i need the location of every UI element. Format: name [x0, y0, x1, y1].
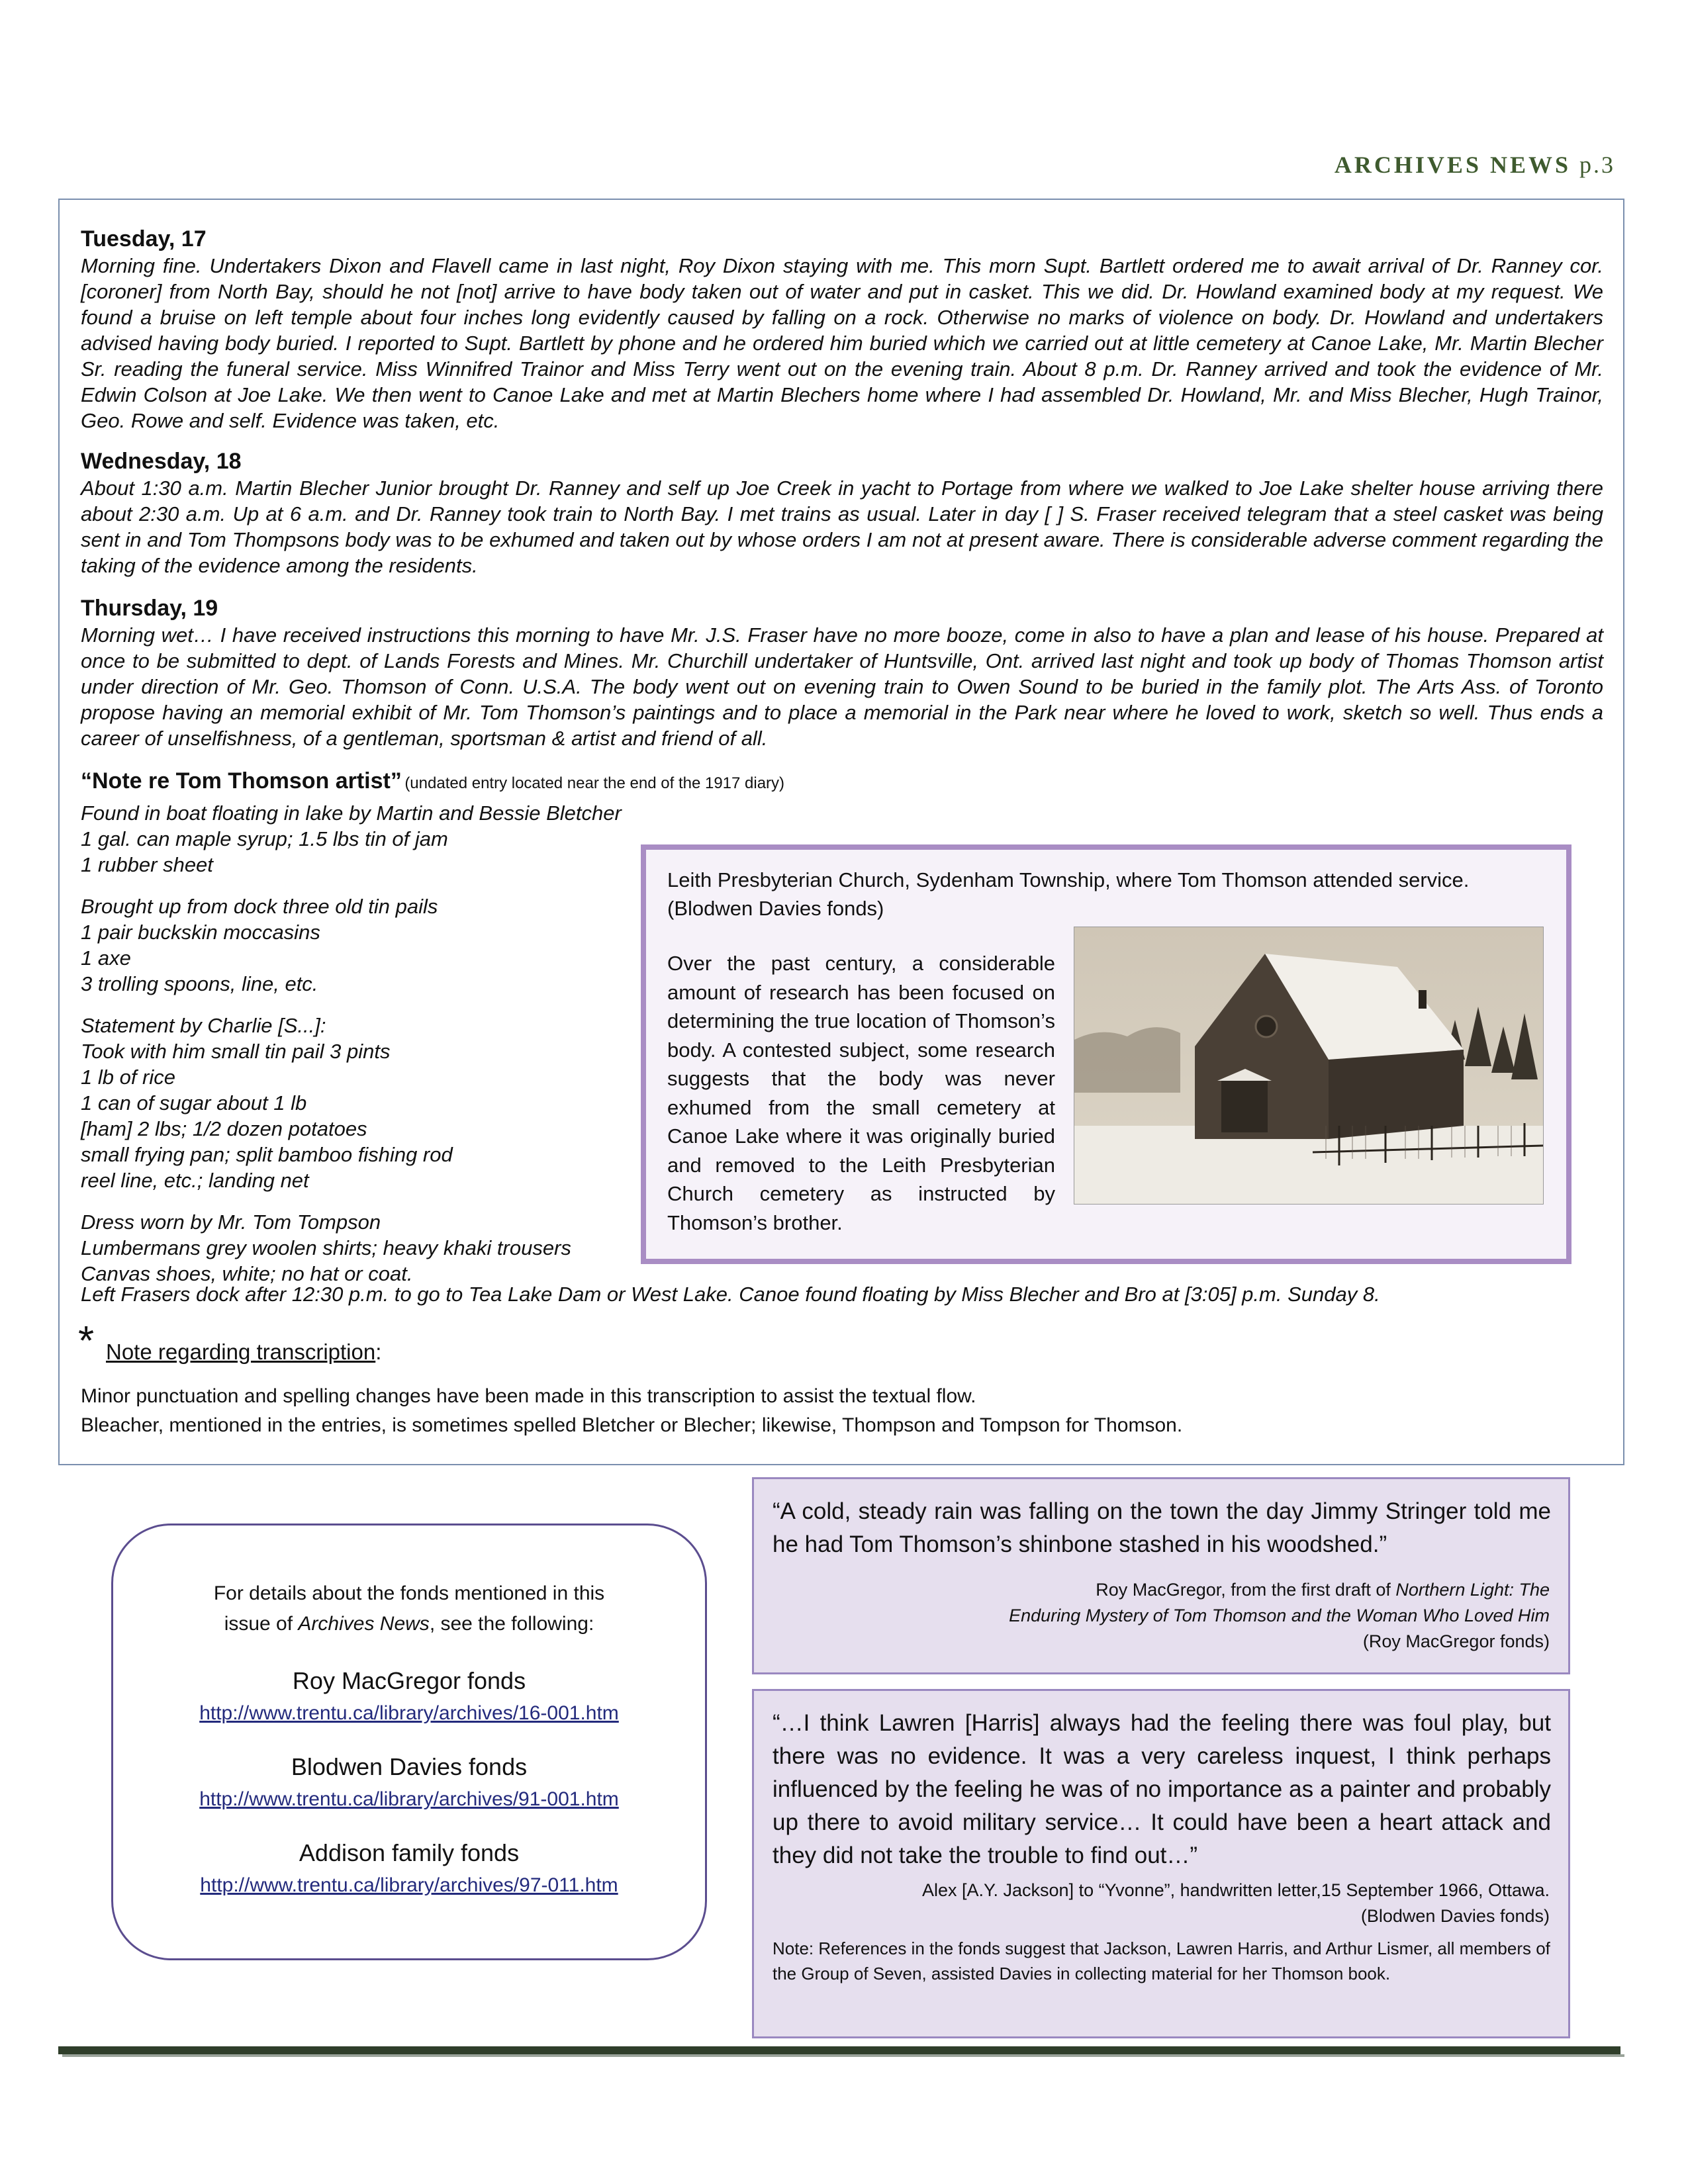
fonds-name: Addison family fonds	[299, 1839, 520, 1866]
list-item: 1 axe	[81, 946, 131, 970]
footer-rule	[58, 2046, 1620, 2054]
list-item: [ham] 2 lbs; 1/2 dozen potatoes	[81, 1117, 367, 1140]
diary-entry-wednesday	[81, 447, 1603, 578]
fonds-name: Roy MacGregor fonds	[292, 1667, 526, 1694]
list-item: 1 gal. can maple syrup; 1.5 lbs tin of jam	[81, 827, 448, 850]
quote-note: Note: References in the fonds suggest that Jackson, Lawren Harris, and Arthur Lismer, all members of the Group of Seven, assisted Davies in collecting material for her Thomson book.	[773, 1938, 1550, 1983]
transcription-note-line: Bleacher, mentioned in the entries, is sometimes spelled Bletcher or Blecher; likewise, Thompson and Tompson for Thomson.	[81, 1414, 1183, 1436]
note-subtitle: (undated entry located near the end of the 1917 diary)	[404, 774, 785, 792]
entry-text: About 1:30 a.m. Martin Blecher Junior brought Dr. Ranney and self up Joe Creek in yacht to Portage from where we walked to Joe Lake shelter house arriving there about 2:30 a.m. Up at 6 a.m. and Dr. Ranney took train to North Bay. I met trains as usual. Later in day [ ] S. Fraser received telegram that a steel casket was being sent in and Tom Thompsons body was to be exhumed and taken out by whose orders I am not at present aware. There is considerable adverse comment regarding the taking of the evidence among the residents.	[81, 477, 1603, 577]
fonds-link[interactable]: http://www.trentu.ca/library/archives/91-001.htm	[199, 1788, 619, 1810]
church-photo	[1074, 927, 1544, 1205]
newsletter-title: ARCHIVES NEWS	[1334, 152, 1571, 178]
list-item: 1 pair buckskin moccasins	[81, 921, 320, 944]
fonds-link[interactable]: http://www.trentu.ca/library/archives/97-011.htm	[200, 1874, 618, 1896]
quote-attribution: Alex [A.Y. Jackson] to “Yvonne”, handwritten letter,15 September 1966, Ottawa. (Blodwen Davies fonds)	[921, 1880, 1550, 1926]
entry-day-heading: Thursday, 19	[81, 596, 218, 621]
fonds-intro: For details about the fonds mentioned in this issue of Archives News, see the following:	[213, 1582, 605, 1635]
list-item: Lumbermans grey woolen shirts; heavy khaki trousers	[81, 1236, 571, 1259]
list-item: Statement by Charlie [S...]:	[81, 1014, 326, 1037]
transcription-note-line: Minor punctuation and spelling changes have been made in this transcription to assist the textual flow.	[81, 1385, 976, 1407]
list-item: 1 rubber sheet	[81, 853, 213, 876]
entry-day-heading: Wednesday, 18	[81, 449, 242, 474]
transcription-note-body	[81, 1382, 1603, 1440]
list-item: Found in boat floating in lake by Martin and Bessie Bletcher	[81, 801, 622, 825]
fonds-name: Blodwen Davies fonds	[291, 1753, 528, 1780]
list-item: reel line, etc.; landing net	[81, 1169, 309, 1192]
quote-text: “…I think Lawren [Harris] always had the feeling there was foul play, but there was no evidence. It was a very careless inquest, I think perhaps influenced by the feeling he was of no importance as a painter and probably up there to avoid military service… It could have been a heart attack and they did not take the trouble to find out…”	[773, 1710, 1551, 1868]
list-item: small frying pan; split bamboo fishing rod	[81, 1143, 453, 1166]
list-item: Brought up from dock three old tin pails	[81, 895, 438, 918]
list-item: Dress worn by Mr. Tom Tompson	[81, 1210, 381, 1234]
list-item: Canvas shoes, white; no hat or coat.	[81, 1262, 413, 1285]
list-item: 1 lb of rice	[81, 1066, 176, 1089]
fonds-link[interactable]: http://www.trentu.ca/library/archives/16-001.htm	[199, 1702, 619, 1724]
photo-sidebar-text: Over the past century, a considerable amount of research has been focused on determining the true location of Thomson’s body. A contested subject, some research suggests that the body was never exhumed from the small cemetery at Canoe Lake where it was originally buried and removed to the Leith Presbyterian Church cemetery as instructed by Thomson’s brother.	[667, 952, 1055, 1234]
list-item: 1 can of sugar about 1 lb	[81, 1091, 307, 1115]
transcription-note-title: Note regarding transcription	[106, 1340, 376, 1364]
note-title: “Note re Tom Thomson artist”	[81, 768, 402, 794]
page-number: p.3	[1579, 152, 1615, 178]
fonds-info-box	[111, 1524, 707, 1960]
quote-text: “A cold, steady rain was falling on the town the day Jimmy Stringer told me he had Tom Thomson’s shinbone stashed in his woodshed.”	[773, 1498, 1551, 1557]
entry-text: Morning fine. Undertakers Dixon and Flavell came in last night, Roy Dixon staying with me. This morn Supt. Bartlett ordered me to await arrival of Dr. Ranney cor. [coroner] from North Bay, should he not [not] arrive to have body taken out of water and put in casket. This we did. Dr. Howland examined body at my request. We found a bruise on left temple about four inches long evidently caused by falling on a rock. Otherwise no marks of violence on body. Dr. Howland and undertakers advised having body buried. I reported to Supt. Bartlett by phone and he ordered him buried which we carried out at little cemetery at Canoe Lake, Mr. Martin Blecher Sr. reading the funeral service. Miss Winnifred Trainor and Miss Terry went out on the evening train. About 8 p.m. Dr. Ranney arrived and took the evidence of Mr. Edwin Colson at Joe Lake. We then went to Canoe Lake and met at Martin Blechers home where I had assembled Dr. Howland, Mr. and Miss Blecher, Hugh Trainor, Geo. Rowe and self. Evidence was taken, etc.	[81, 254, 1603, 432]
diary-entry-thursday	[81, 594, 1603, 751]
newsletter-header	[1335, 151, 1615, 179]
photo-caption: Leith Presbyterian Church, Sydenham Township, where Tom Thomson attended service. (Blodwen Davies fonds)	[667, 868, 1470, 920]
quote-attribution: Roy MacGregor, from the first draft of Northern Light: The Enduring Mystery of Tom Thomson and the Woman Who Loved Him (Roy MacGregor fonds)	[1009, 1580, 1550, 1651]
note-closing-line: Left Frasers dock after 12:30 p.m. to go to Tea Lake Dam or West Lake. Canoe found floating by Miss Blecher and Bro at [3:05] p.m. Sunday 8.	[81, 1283, 1380, 1306]
quote-box-jackson	[752, 1689, 1570, 2038]
footer-rule-shadow	[62, 2054, 1624, 2057]
entry-day-heading: Tuesday, 17	[81, 226, 207, 251]
asterisk-icon: *	[78, 1318, 95, 1364]
transcription-note-heading: Note regarding transcription:	[106, 1340, 382, 1364]
diary-entry-tuesday	[81, 225, 1603, 433]
list-item: 3 trolling spoons, line, etc.	[81, 972, 318, 995]
quote-box-macgregor	[752, 1477, 1570, 1674]
list-item: Took with him small tin pail 3 pints	[81, 1040, 391, 1063]
entry-text: Morning wet… I have received instructions this morning to have Mr. J.S. Fraser have no more booze, come in also to have a plan and lease of his house. Prepared at once to be submitted to dept. of Lands Forests and Mines. Mr. Churchill undertaker of Huntsville, Ont. arrived last night and took up body of Thomas Thomson artist under direction of Mr. Geo. Thomson of Conn. U.S.A. The body went out on evening train to Owen Sound to be buried in the family plot. The Arts Ass. of Toronto propose having an memorial exhibit of Mr. Tom Thomson’s paintings and to place a memorial in the Park near where he loved to work, sketch so well. Thus ends a career of unselfishness, of a gentleman, sportsman & artist and friend of all.	[81, 623, 1603, 750]
